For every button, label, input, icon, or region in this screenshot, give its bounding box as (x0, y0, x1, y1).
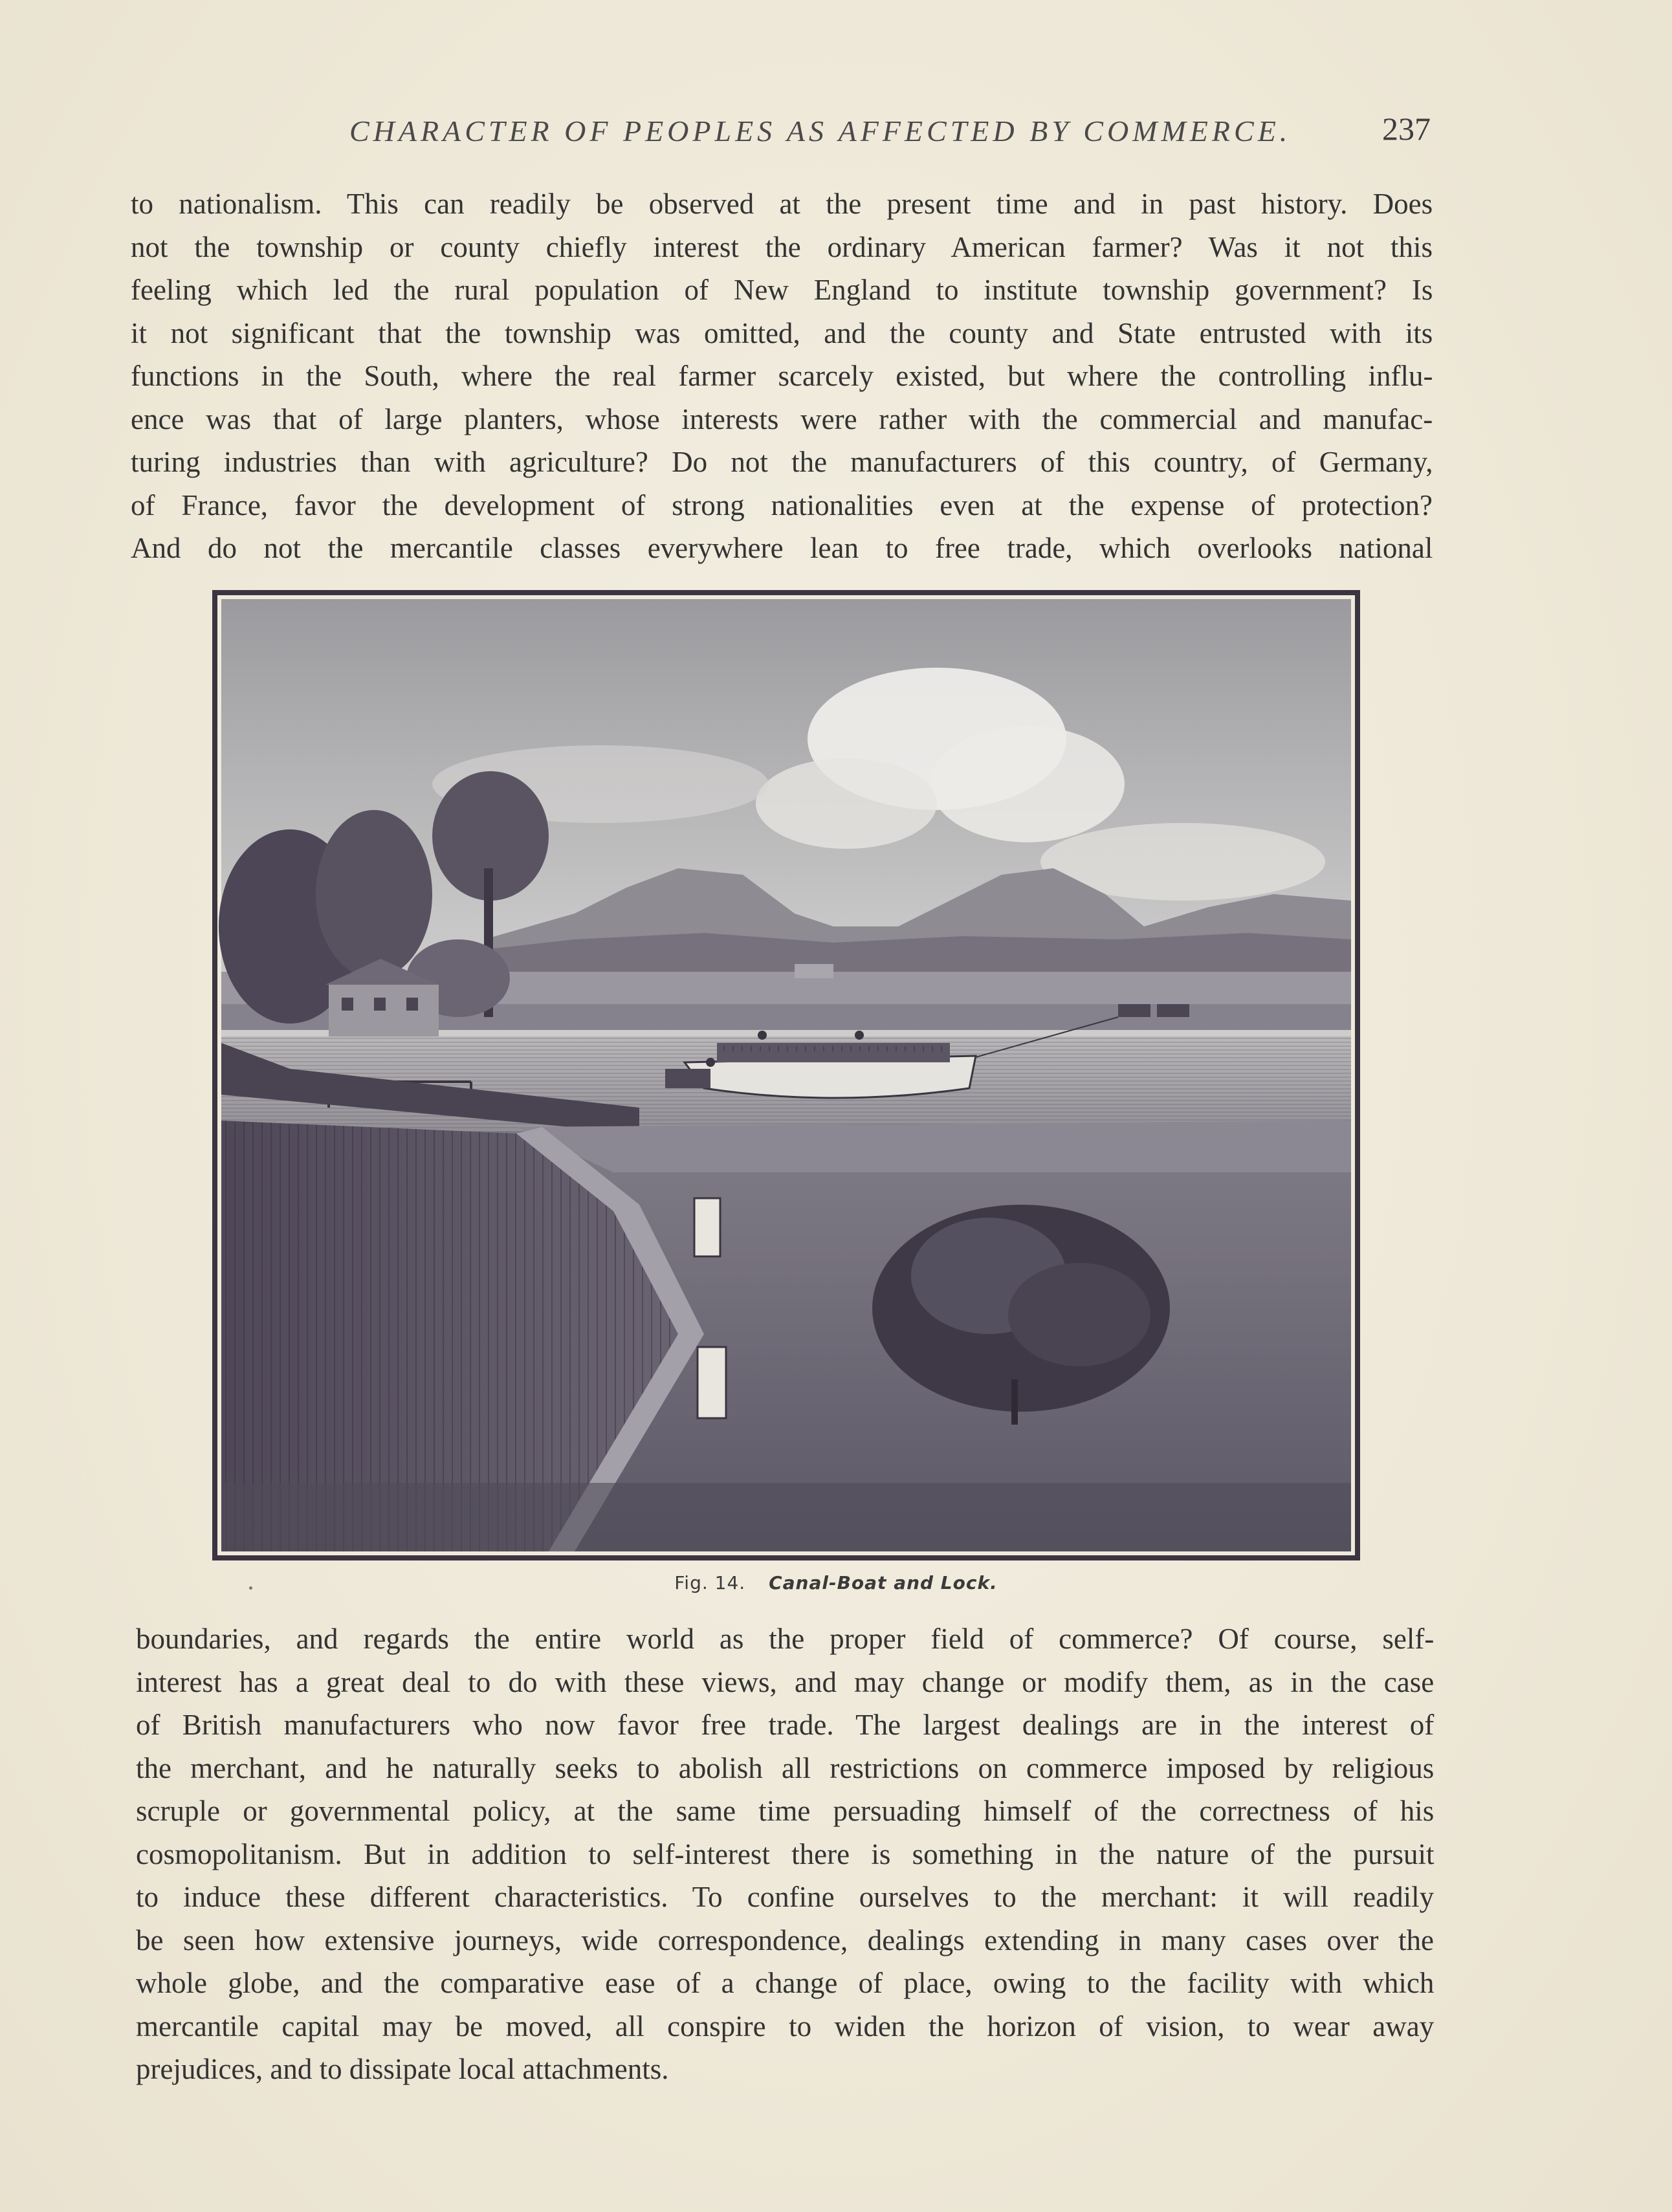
text-line: be seen how extensive journeys, wide correspondence, dealings extending in many cases over the (136, 1923, 1434, 1956)
text-line: turing industries than with agriculture? Do not the manufacturers of this country, of Germany, (131, 446, 1433, 478)
text-line: the merchant, and he naturally seeks to abolish all restrictions on commerce imposed by religious (136, 1751, 1435, 1784)
text-line: And do not the mercantile classes everywhere lean to free trade, which overlooks national (131, 532, 1433, 564)
running-title: CHARACTER OF PEOPLES AS AFFECTED BY COMMERCE. (349, 115, 1292, 148)
text-line: ence was that of large planters, whose interests were rather with the commercial and manufac- (131, 402, 1433, 435)
text-line: boundaries, and regards the entire world as the proper field of commerce? Of course, self- (136, 1623, 1435, 1655)
text-line: to induce these different characteristics. To confine ourselves to the merchant: it will readily (136, 1881, 1435, 1913)
running-head (0, 111, 1672, 159)
text-line: mercantile capital may be moved, all conspire to widen the horizon of vision, to wear away (136, 2009, 1435, 2042)
text-line: not the township or county chiefly interest the ordinary American farmer? Was it not this (131, 230, 1433, 263)
text-line: of France, favor the development of strong nationalities even at the expense of protection? (131, 488, 1433, 521)
text-line: to nationalism. This can readily be observed at the present time and in past history. Does (131, 188, 1433, 220)
text-line: scruple or governmental policy, at the same time persuading himself of the correctness of his (136, 1795, 1435, 1827)
text-line: it not significant that the township was omitted, and the county and State entrusted with its (131, 316, 1433, 349)
figure-number: Fig. 14. (674, 1572, 746, 1593)
paragraph-bottom (136, 1617, 1434, 2091)
page-number: 237 (1382, 111, 1431, 147)
text-line: interest has a great deal to do with these views, and may change or modify them, as in the case (136, 1665, 1435, 1698)
text-line: whole globe, and the comparative ease of a change of place, owing to the facility with which (136, 1967, 1435, 1999)
text-line: of British manufacturers who now favor free trade. The largest dealings are in the interest of (136, 1709, 1435, 1741)
figure-title: Canal-Boat and Lock. (769, 1572, 998, 1593)
figure-caption (0, 1572, 1672, 1593)
text-line: cosmopolitanism. But in addition to self-interest there is something in the nature of the pursuit (136, 1837, 1435, 1870)
text-line: functions in the South, where the real farmer scarcely existed, but where the controlling influ- (131, 360, 1433, 392)
text-line: prejudices, and to dissipate local attachments. (136, 2053, 669, 2085)
paragraph-top (131, 182, 1433, 570)
engraving-canal-boat-and-lock (212, 590, 1360, 1560)
text-line: feeling which led the rural population of New England to institute township government? Is (131, 274, 1433, 306)
